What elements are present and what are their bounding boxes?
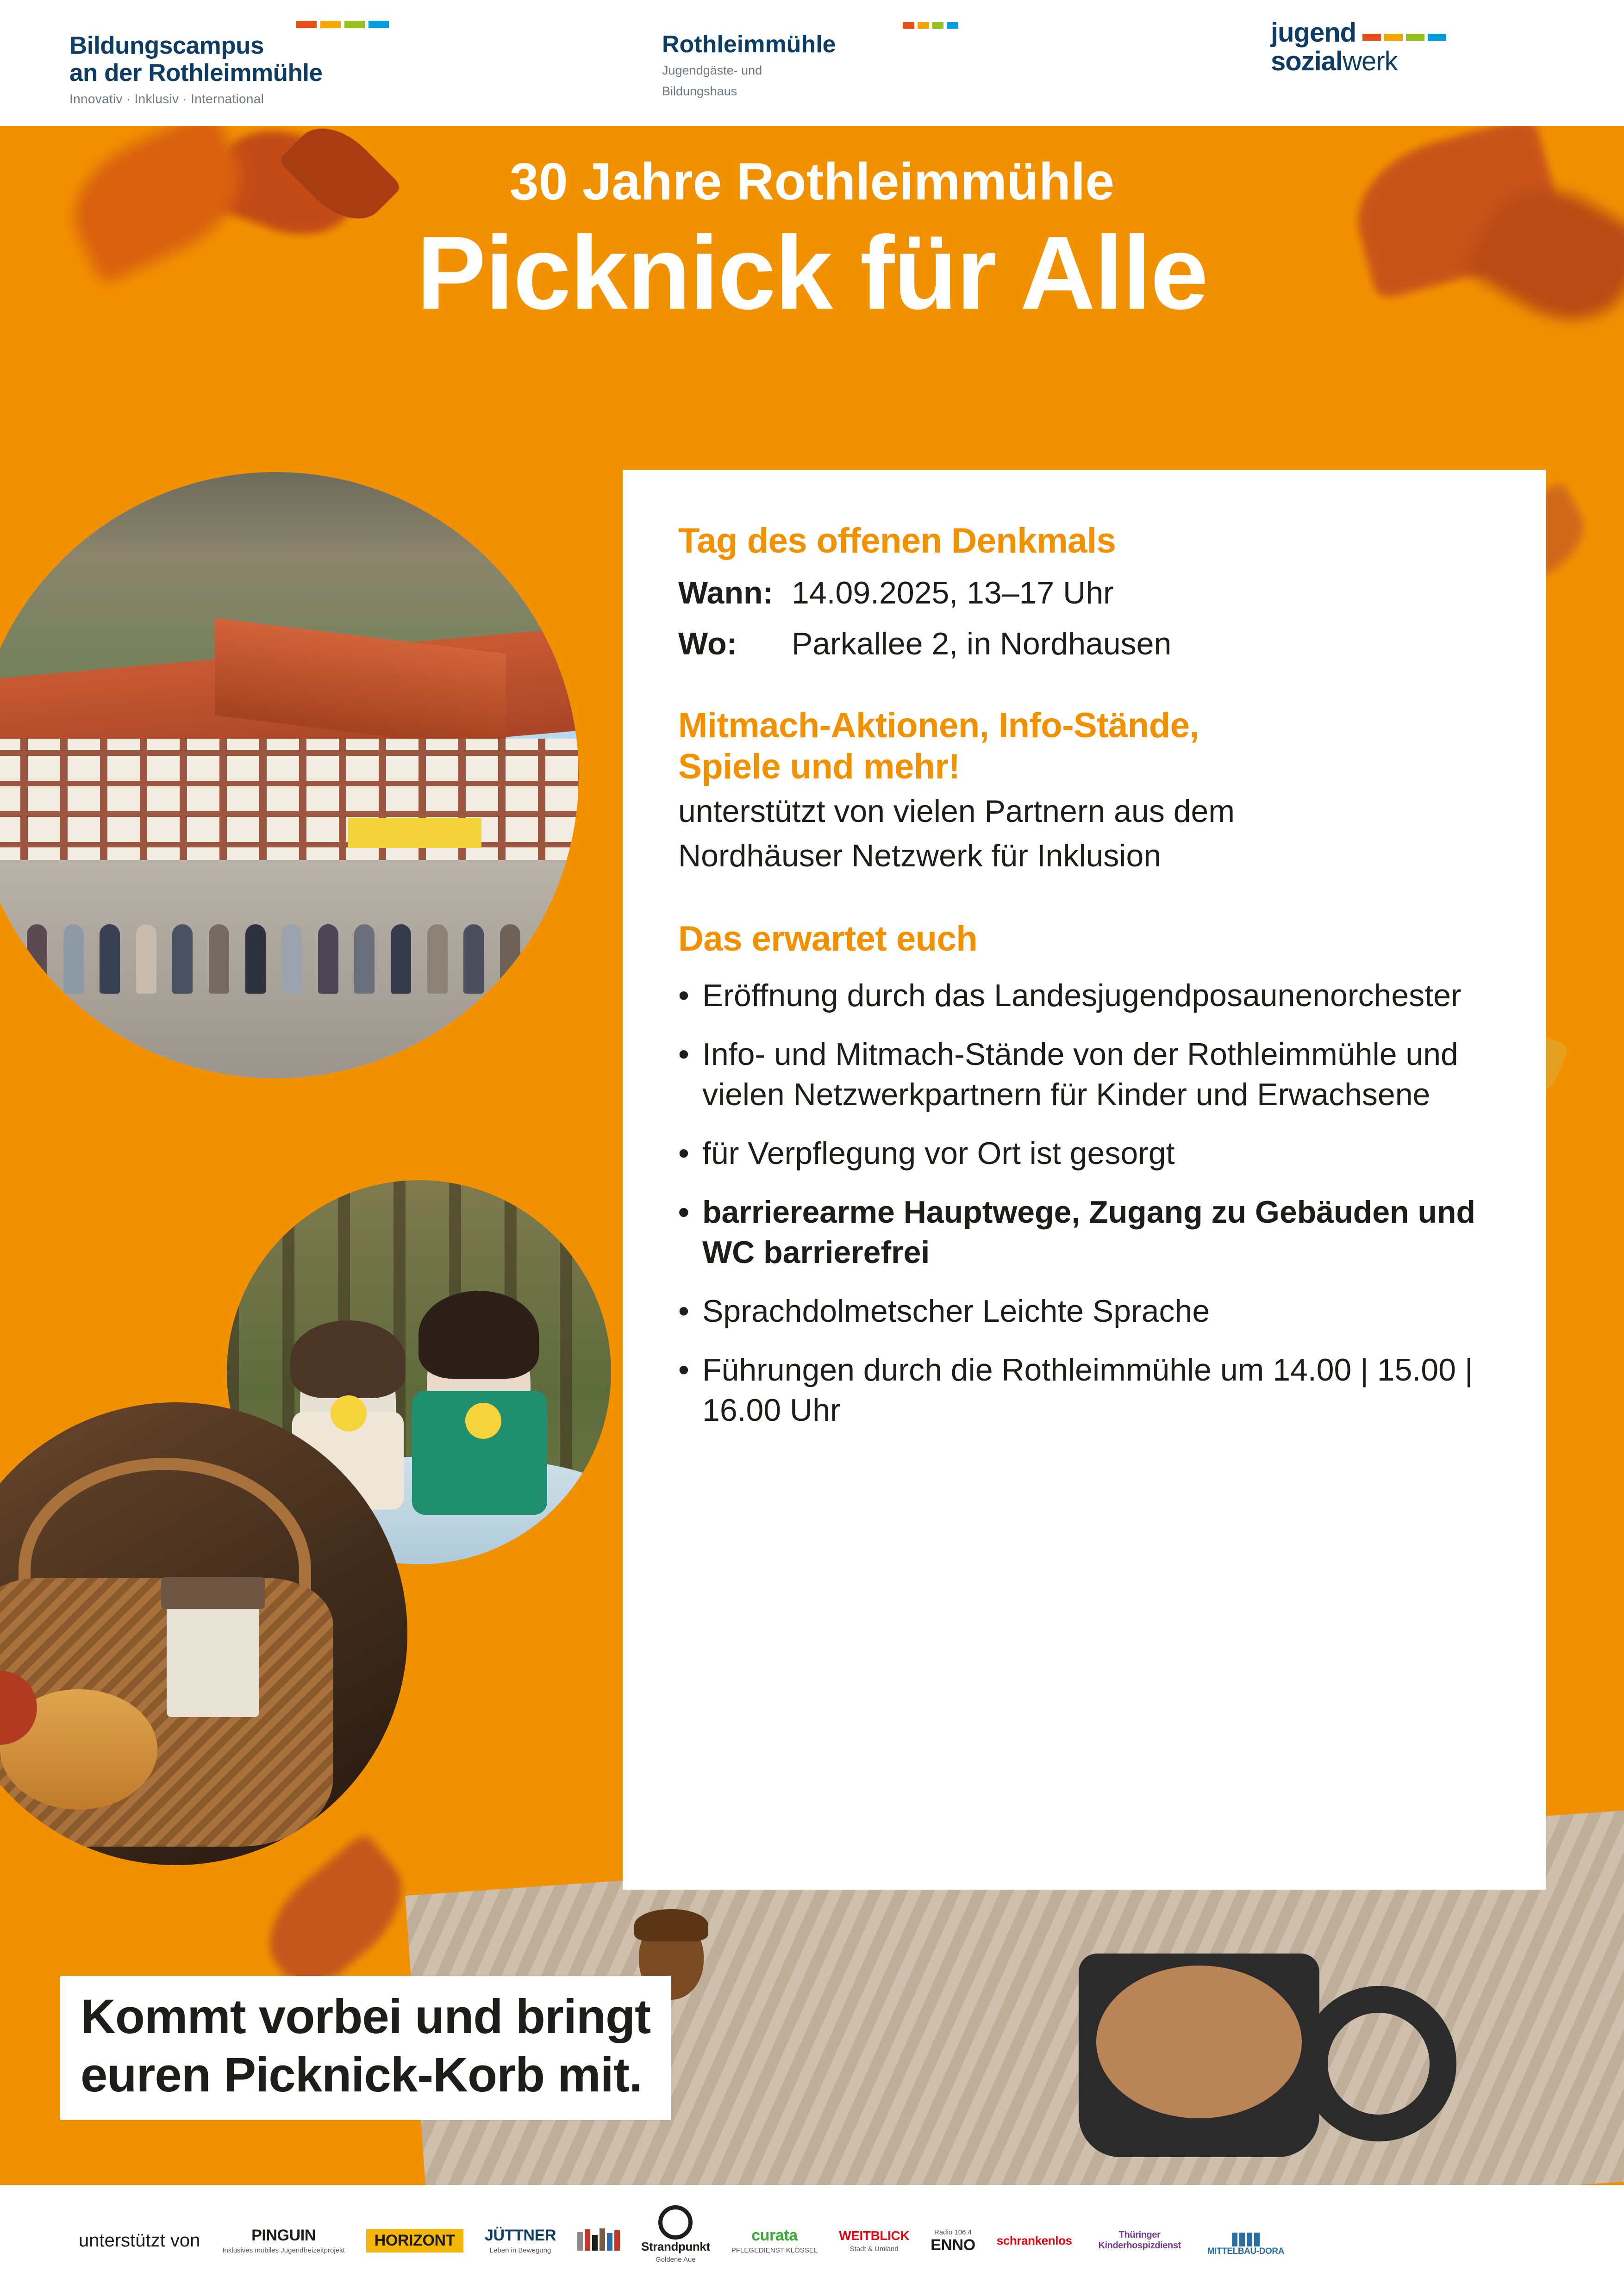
bullet-marker: • bbox=[678, 1036, 689, 1072]
logo-jsw-word1: jugend bbox=[1271, 18, 1356, 48]
sponsor-name: WEITBLICK bbox=[839, 2228, 910, 2243]
list-item-label: Führungen durch die Rothleimmühle um 14.00 | 15.00 | 16.00 Uhr bbox=[702, 1352, 1473, 1428]
label-when: Wann: bbox=[678, 575, 774, 611]
logo-jsw-word2-light: werk bbox=[1343, 46, 1398, 76]
sponsor-footer bbox=[0, 2185, 1624, 2296]
sponsor-name: schrankenlos bbox=[996, 2233, 1072, 2247]
logo-jugendsozialwerk bbox=[1271, 19, 1530, 76]
coffee-mug bbox=[1079, 1954, 1319, 2157]
sponsor-logo-strandpunkt bbox=[641, 2206, 710, 2275]
list-item bbox=[678, 1133, 1491, 1174]
sponsor-subtitle: PFLEGEDIENST KLÖSSEL bbox=[731, 2246, 818, 2254]
heading-mitmach-line2: Spiele und mehr! bbox=[678, 747, 960, 786]
heading-tag-des-offenen-denkmals: Tag des offenen Denkmals bbox=[678, 521, 1116, 560]
sponsor-logo-pinguin bbox=[222, 2206, 344, 2275]
poster-kicker: 30 Jahre Rothleimmühle bbox=[509, 152, 1115, 211]
list-item-label: Sprachdolmetscher Leichte Sprache bbox=[702, 1293, 1210, 1329]
cta-line1: Kommt vorbei und bringt bbox=[81, 1990, 651, 2044]
list-item bbox=[678, 1350, 1491, 1431]
list-item-label: für Verpflegung vor Ort ist gesorgt bbox=[702, 1135, 1175, 1171]
sponsor-name: JÜTTNER bbox=[485, 2227, 556, 2244]
books-icon bbox=[577, 2228, 620, 2251]
sponsor-logo-juettner bbox=[485, 2206, 556, 2275]
call-to-action-banner bbox=[60, 1976, 671, 2120]
sponsor-logo-weitblick bbox=[839, 2206, 909, 2275]
bullet-marker: • bbox=[678, 977, 689, 1013]
mitmach-body-line1: unterstützt von vielen Partnern aus dem bbox=[678, 793, 1235, 829]
sponsor-logo-books bbox=[577, 2206, 620, 2275]
logo-jsw-color-bars bbox=[1362, 25, 1446, 41]
sponsor-logo-row bbox=[222, 2206, 1284, 2275]
sponsor-logo-horizont bbox=[366, 2206, 463, 2275]
cta-line2: euren Picknick-Korb mit. bbox=[81, 2048, 642, 2102]
sponsor-name: curata bbox=[751, 2227, 798, 2244]
bullet-marker: • bbox=[678, 1293, 689, 1329]
list-item-label: Info- und Mitmach-Stände von der Rothleimmühle und vielen Netzwerkpartnern für Kinder und Erwachsene bbox=[702, 1036, 1458, 1112]
supported-by-label: unterstützt von bbox=[79, 2230, 200, 2251]
bullet-marker: • bbox=[678, 1194, 689, 1230]
photo-building bbox=[0, 472, 579, 1078]
circle-icon bbox=[658, 2217, 693, 2240]
sponsor-subtitle: Goldene Aue bbox=[656, 2256, 696, 2264]
header-logo-bar bbox=[0, 0, 1624, 126]
logo-bildungscampus-tagline: Innovativ · Inklusiv · International bbox=[69, 91, 264, 106]
list-item bbox=[678, 1291, 1491, 1332]
poster-title: Picknick für Alle bbox=[416, 214, 1208, 331]
section-erwartet bbox=[678, 919, 1491, 1430]
logo-jsw-word2-bold: sozial bbox=[1271, 46, 1343, 76]
list-item-label: Eröffnung durch das Landesjugendposaunenorchester bbox=[702, 977, 1462, 1013]
heading-das-erwartet-euch: Das erwartet euch bbox=[678, 919, 978, 959]
label-where: Wo: bbox=[678, 626, 737, 661]
list-item bbox=[678, 1034, 1491, 1115]
sponsor-subtitle: Radio 106.4 bbox=[934, 2228, 972, 2236]
logo-rothleimmuehle bbox=[662, 22, 958, 100]
row-where bbox=[678, 625, 1491, 663]
logo-bildungscampus-line1: Bildungscampus bbox=[69, 32, 264, 59]
logo-bildungscampus-line2: an der Rothleimmühle bbox=[69, 59, 323, 87]
title-block bbox=[0, 153, 1624, 329]
logo-rothleimmuehle-line2: Jugendgäste- und bbox=[662, 63, 762, 78]
sponsor-name: MITTELBAU-DORA bbox=[1207, 2246, 1285, 2256]
program-list bbox=[678, 976, 1491, 1431]
value-where: Parkallee 2, in Nordhausen bbox=[792, 626, 1172, 661]
logo-bildungscampus bbox=[69, 21, 394, 106]
heading-mitmach-line1: Mitmach-Aktionen, Info-Stände, bbox=[678, 706, 1199, 746]
sponsor-subtitle: Stadt & Umland bbox=[849, 2245, 899, 2253]
sponsor-logo-enno bbox=[931, 2206, 975, 2275]
logo-bildungscampus-color-bars bbox=[296, 21, 394, 28]
value-when: 14.09.2025, 13–17 Uhr bbox=[792, 575, 1114, 611]
photo-basket bbox=[0, 1402, 407, 1865]
sponsor-logo-kinderhospiz bbox=[1093, 2206, 1186, 2275]
bullet-marker: • bbox=[678, 1135, 689, 1171]
list-item bbox=[678, 976, 1491, 1016]
logo-rothleimmuehle-color-bars bbox=[903, 22, 958, 29]
row-when bbox=[678, 574, 1491, 612]
sponsor-logo-schrankenlos bbox=[997, 2206, 1072, 2275]
sponsor-name: Strandpunkt bbox=[641, 2240, 710, 2253]
memorial-icon bbox=[1232, 2224, 1260, 2246]
bullet-marker: • bbox=[678, 1352, 689, 1388]
sponsor-name: Thüringer Kinderhospizdienst bbox=[1098, 2230, 1181, 2251]
section-mitmach bbox=[678, 705, 1491, 876]
mug-handle bbox=[1301, 1986, 1456, 2141]
sponsor-name: PINGUIN bbox=[251, 2227, 316, 2244]
list-item bbox=[678, 1192, 1491, 1273]
sponsor-logo-curata bbox=[731, 2206, 818, 2275]
sponsor-name: ENNO bbox=[931, 2236, 975, 2254]
mitmach-body-line2: Nordhäuser Netzwerk für Inklusion bbox=[678, 838, 1162, 874]
info-card bbox=[623, 470, 1546, 1890]
sponsor-subtitle: Leben in Bewegung bbox=[489, 2246, 551, 2254]
logo-rothleimmuehle-line1: Rothleimmühle bbox=[662, 31, 836, 58]
sponsor-subtitle: Inklusives mobiles Jugendfreizeitprojekt bbox=[222, 2246, 345, 2254]
list-item-label: barrierearme Hauptwege, Zugang zu Gebäuden und WC barrierefrei bbox=[702, 1194, 1476, 1270]
sponsor-logo-mittelbau-dora bbox=[1207, 2206, 1284, 2275]
logo-rothleimmuehle-line3: Bildungshaus bbox=[662, 84, 737, 99]
sponsor-name: HORIZONT bbox=[366, 2229, 463, 2252]
